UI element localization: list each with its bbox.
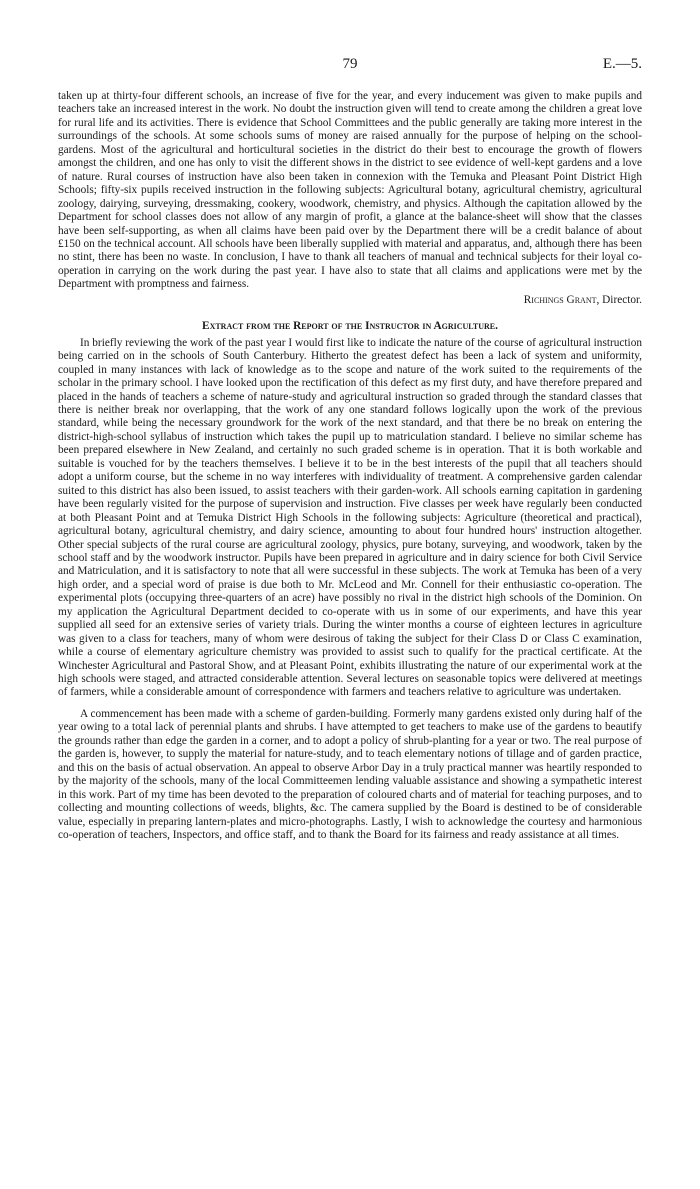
document-page — [58, 56, 642, 842]
signature-name: Richings Grant — [523, 293, 597, 306]
page-header — [58, 56, 642, 90]
document-reference: E.—5. — [602, 56, 642, 72]
extract-heading: Extract from the Report of the Instructor in Agriculture. — [202, 320, 498, 333]
signature-title: , Director. — [596, 293, 642, 306]
director-signature — [58, 294, 642, 307]
extract-paragraph-1: In briefly reviewing the work of the past year I would first like to indicate the nature of the course of agricultural instruction being carried on in the schools of South Canterbury. Hitherto the greatest defect has been a lack of system and uniformity, coupled in many instances with lack of knowledge as to the scope and nature of the work suited to the requirements of the scholar in the primary school. I have looked upon the rectification of this defect as my first duty, and have therefore prepared and placed in the hands of teachers a scheme of nature-study and agricultural instruction so graded through the standard classes that there is neither break nor overlapping, that the work of any one standard follows logically upon the work of the previous standard, while being the necessary groundwork for the work of the next standard, and that there be no break on entering the district-high-school syllabus of instruction which takes the pupil up to matriculation standard. I believe no similar scheme has been prepared elsewhere in New Zealand, and certainly no such graded scheme is in operation. That it is both workable and suitable is vouched for by the teachers themselves. I believe it to be in the best interests of the pupil that all teachers should adopt a uniform course, but the scheme in no way interferes with individuality of treatment. A comprehensive garden calendar suited to this district has also been issued, to assist teachers with their garden-work. All schools earning capitation in gardening have been regularly visited for the purpose of supervision and instruction. Five classes per week have regularly been conducted at both Pleasant Point and at Temuka District High Schools in the following subjects: Agriculture (theoretical and practical), agricultural botany, agricultural chemistry, and dairy science, amounting to about four hundred hours' instruction altogether. Other special subjects of the rural course are agricultural zoology, physics, pure botany, surveying, and woodwork, taken by the school staff and by the woodwork instructor. Pupils have been prepared in agriculture and in dairy science for both Civil Service and Matriculation, and it is satisfactory to note that all were successful in these subjects. The work at Temuka has been of a very high order, and a special word of praise is due both to Mr. McLeod and Mr. Connell for their enthusiastic co-operation. The experimental plots (occupying three-quarters of an acre) have possibly no rival in the district high schools of the Dominion. On my application the Agricultural Department decided to co-operate with us in some of our experiments, and have this year supplied all seed for an extensive series of variety trials. During the winter months a course of eighteen lectures in agriculture was given to a class for teachers, many of whom were desirous of taking the subject for their Class D or Class C examination, while a course of elementary agriculture chemistry was provided to assist such to qualify for the practical certificate. At the Winchester Agricultural and Pastoral Show, and at Pleasant Point, exhibits illustrating the nature of our experimental work at the high schools were staged, and attracted considerable attention. Several lectures on seasonable topics were delivered at meetings of farmers, while a considerable amount of correspondence with farmers and teachers relative to agriculture was undertaken. — [58, 336, 642, 699]
page-number: 79 — [342, 56, 358, 72]
extract-paragraph-2: A commencement has been made with a scheme of garden-building. Formerly many gardens existed only during half of the year owing to a total lack of perennial plants and shrubs. I have attempted to get teachers to make use of the gardens to beautify the grounds rather than edge the garden in a corner, and to adopt a policy of shrub-planting for a year or two. The real purpose of the garden is, however, to supply the material for nature-study, and to teach elementary notions of tillage and of garden practice, and this on the basis of actual observation. An appeal to observe Arbor Day in a truly practical manner was heartily responded to by the majority of the schools, many of the local Committeemen lending valuable assistance and showing a sympathetic interest in this work. Part of my time has been devoted to the preparation of coloured charts and of material for teaching purposes, and to collecting and mounting collections of weeds, blights, &c. The camera supplied by the Board is destined to be of considerable value, especially in preparing lantern-plates and micro-photographs. Lastly, I wish to acknowledge the courtesy and harmonious co-operation of teachers, Inspectors, and office staff, and to thank the Board for its fairness and ready assistance at all times. — [58, 707, 642, 842]
intro-paragraph: taken up at thirty-four different schools, an increase of five for the year, and every inducement was given to make pupils and teachers take an increased interest in the work. No doubt the instruction given will tend to create among the children a great love for rural life and its activities. There is evidence that School Committees and the public generally are taking more interest in the surroundings of the schools. At some schools sums of money are raised annually for the purpose of helping on the school-gardens. Most of the agricultural and horticultural societies in the district do their best to encourage the growth of flowers amongst the children, and one has only to visit the different shows in the district to see evidence of well-kept gardens and a love of nature. Rural courses of instruction have also been taken in connexion with the Temuka and Pleasant Point District High Schools; fifty-six pupils received instruction in the following subjects: Agricultural botany, agricultural chemistry, agricultural zoology, dairying, surveying, dressmaking, cookery, woodwork, chemistry, and physics. Although the capitation allowed by the Department for school classes does not allow of any margin of profit, a glance at the balance-sheet will show that the classes have been self-supporting, as when all claims have been paid over by the Department there will be a credit balance of about £150 on the technical account. All schools have been liberally supplied with material and apparatus, and, although there has been no stint, there has been no waste. In conclusion, I have to thank all teachers of manual and technical subjects for their loyal co-operation in carrying on the work during the past year. I have also to state that all claims and applications were met by the Department with promptness and fairness. — [58, 90, 642, 291]
